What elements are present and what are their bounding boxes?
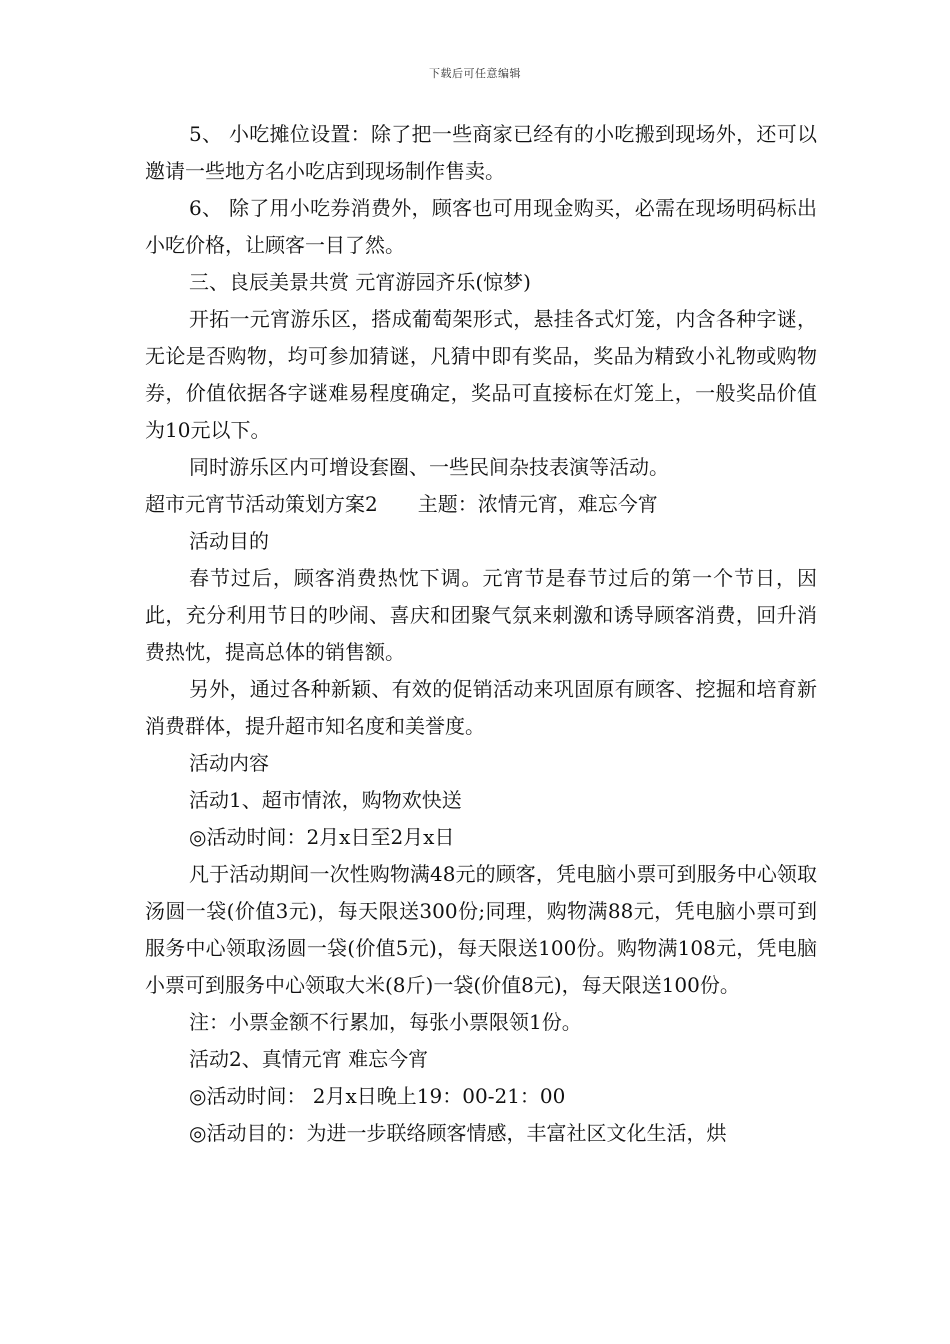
activity-1-time: ◎活动时间：2月x日至2月x日 <box>189 825 455 849</box>
heading-activity-purpose: 活动目的 <box>189 529 269 553</box>
activity-2-purpose: ◎活动目的：为进一步联络顾客情感，丰富社区文化生活，烘 <box>189 1121 727 1145</box>
activity-1-details: 凡于活动期间一次性购物满48元的顾客，凭电脑小票可到服务中心领取汤圆一袋(价值3元)，每天限送300份;同理，购物满88元，凭电脑小票可到服务中心领取汤圆一袋(价值5元)，每天限送100份。购物满108元，凭电脑小票可到服务中心领取大米(8斤)一袋(价值8元)，每天限送100份。 <box>145 862 817 997</box>
activity-2-title: 活动2、真情元宵 难忘今宵 <box>189 1047 429 1071</box>
section-heading-lantern-garden: 三、良辰美景共赏 元宵游园齐乐(惊梦) <box>189 270 531 294</box>
document-body <box>145 116 817 1152</box>
page-header: 下载后可任意编辑 <box>429 67 521 80</box>
plan-title-line <box>145 486 817 523</box>
plan-title: 超市元宵节活动策划方案2 <box>145 492 378 516</box>
paragraph-snack-stalls: 5、 小吃摊位设置：除了把一些商家已经有的小吃搬到现场外，还可以邀请一些地方名小吃店到现场制作售卖。 <box>145 122 817 183</box>
paragraph-riddle-area: 开拓一元宵游乐区，搭成葡萄架形式，悬挂各式灯笼，内含各种字谜，无论是否购物，均可参加猜谜，凡猜中即有奖品，奖品为精致小礼物或购物券，价值依据各字谜难易程度确定，奖品可直接标在灯笼上，一般奖品价值为10元以下。 <box>145 307 817 442</box>
activity-1-note: 注：小票金额不行累加，每张小票限领1份。 <box>189 1010 582 1034</box>
plan-theme: 主题：浓情元宵，难忘今宵 <box>417 492 658 516</box>
paragraph-purpose-1: 春节过后，顾客消费热忱下调。元宵节是春节过后的第一个节日，因此，充分利用节日的吵闹、喜庆和团聚气氛来刺激和诱导顾客消费，回升消费热忱，提高总体的销售额。 <box>145 566 817 664</box>
activity-2-time: ◎活动时间： 2月x日晚上19：00-21：00 <box>189 1084 566 1108</box>
paragraph-purpose-2: 另外，通过各种新颖、有效的促销活动来巩固原有顾客、挖掘和培育新消费群体，提升超市知名度和美誉度。 <box>145 677 817 738</box>
paragraph-cash-purchase: 6、 除了用小吃券消费外，顾客也可用现金购买，必需在现场明码标出小吃价格，让顾客一目了然。 <box>145 196 817 257</box>
heading-activity-content: 活动内容 <box>189 751 269 775</box>
activity-1-title: 活动1、超市情浓，购物欢快送 <box>189 788 462 812</box>
paragraph-extra-activities: 同时游乐区内可增设套圈、一些民间杂技表演等活动。 <box>189 455 669 479</box>
